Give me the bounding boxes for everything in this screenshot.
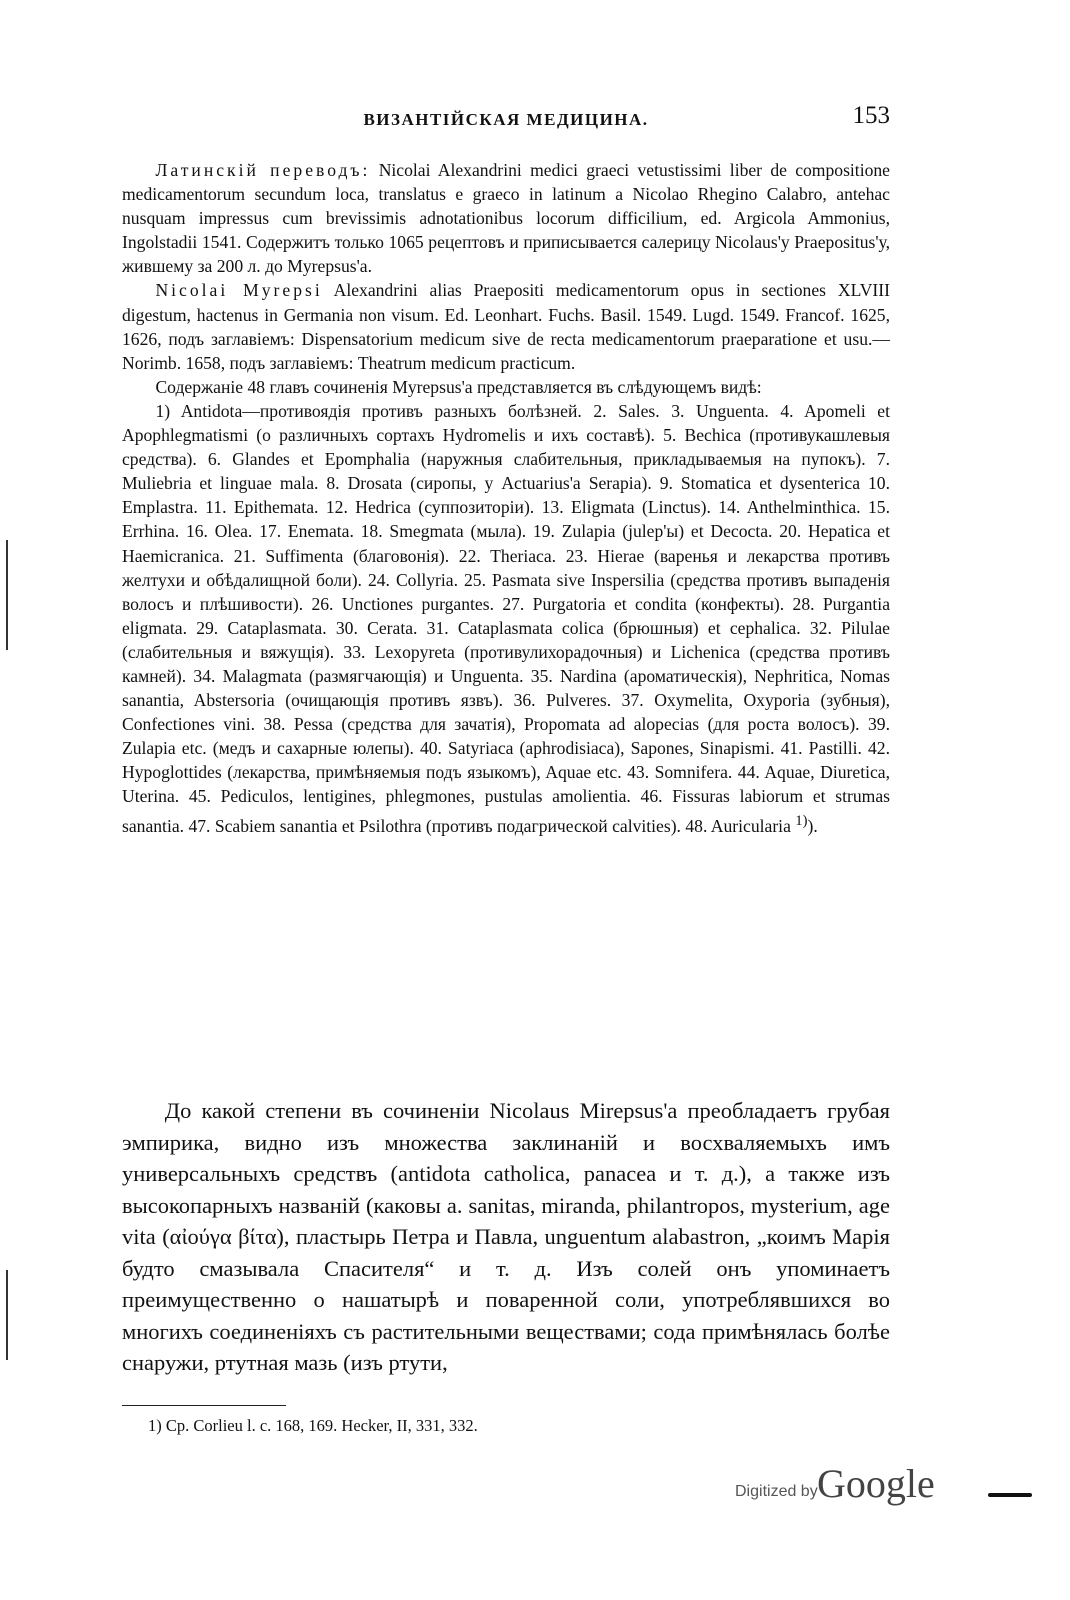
footnote-divider <box>122 1405 286 1406</box>
paragraph-text: Alexandrini alias Praepositi medicamentorum opus in sectiones XLVIII digestum, hactenus in Germania non visum. Ed. Leonhart. Fuchs. Basil. 1549. Lugd. 1549. Francof. 1625, 1626, подъ заглавіемъ: Dispensatorium medicum sive de recta medicamentorum praeparatione et usu.—Norimb. 1658, подъ заглавіемъ: Theatrum medicum practicum. <box>122 280 890 373</box>
watermark-dash <box>988 1493 1032 1497</box>
scan-margin-mark <box>6 540 8 650</box>
paragraph-contents-intro <box>122 375 890 399</box>
paragraph-text: Содержаніе 48 главъ сочиненія Myrepsus'а представляется въ слѣдующемъ видѣ: <box>155 376 762 397</box>
small-print-section <box>122 158 890 837</box>
main-text-section <box>122 1095 890 1379</box>
footnote <box>148 1416 478 1436</box>
google-logo: Google <box>817 1461 935 1506</box>
page-number: 153 <box>852 102 890 129</box>
footnote-text: Cp. Corlieu l. c. 168, 169. Hecker, II, 331, 332. <box>165 1416 478 1435</box>
footnote-reference: 1) <box>795 812 808 829</box>
scan-margin-mark <box>6 1270 8 1360</box>
paragraph-chapter-list: 1) Antidota—противоядія противъ разныхъ болѣзней. 2. Sales. 3. Unguenta. 4. Apomeli et Apophlegmatismi (о различныхъ сортахъ Hydromelis и ихъ составѣ). 5. Bechica (противукашлевыя средства). 6. Glandes et Epomphalia (наружныя слабительныя, прикладываемыя на пупокъ). 7. Muliebria et linguae mala. 8. Drosata (сиропы, у Actuarius'а Serapia). 9. Stomatica et dysenterica 10. Emplastra. 11. Epithemata. 12. Hedrica (суппозиторіи). 13. Eligmata (Linctus). 14. Anthelminthica. 15. Errhina. 16. Olea. 17. Enemata. 18. Smegmata (мыла). 19. Zulapia (julep'ы) et Decocta. 20. Hepatica et Haemicranica. 21. Suffimenta (благовонія). 22. Theriaca. 23. Hierae (варенья и лекарства противъ желтухи и обѣдалищной боли). 24. Collyria. 25. Pasmata sive Inspersilia (средства противъ выпаденія волосъ и плѣшивости). 26. Unctiones purgantes. 27. Purgatoria et condita (конфекты). 28. Purgantia eligmata. 29. Cataplasmata. 30. Cerata. 31. Cataplasmata colica (брюшныя) et cephalica. 32. Pilulae (слабительныя и вяжущія). 33. Lexopyreta (противулихорадочныя) и Licheniса (средства противъ камней). 34. Malagmata (размягчающія) и Unguenta. 35. Nardina (ароматическія), Nephritica, Nomas sanantia, Abstersoria (очищающія противъ язвъ). 36. Pulveres. 37. Oxymelita, Oxyporia (зубныя), Confectiones vini. 38. Pessa (средства для зачатія), Propomata ad alopecias (для роста волосъ). 39. Zulapia etc. (медъ и сахарные юлепы). 40. Satyriaca (aphrodisiaca), Sapones, Sinapismi. 41. Pastilli. 42. Hypoglottides (лекарства, примѣняемыя подъ языкомъ), Aquae etc. 43. Somnifera. 44. Aquae, Diuretica, Uterina. 45. Pediculos, lentigines, phlegmones, pustulas amolientia. 46. Fissuras labiorum et strumas sanantia. 47. Scabiem sanantia et Psilothra (противъ подагрической calvities). 48. Auricularia $^{1)}$). <box>122 400 890 836</box>
footnote-mark: 1) <box>148 1416 162 1435</box>
running-title: ВИЗАНТІЙСКАЯ МЕДИЦИНА. <box>363 110 649 129</box>
paragraph-lead: Nicolai Myrepsi <box>155 280 323 301</box>
digitization-watermark <box>735 1460 1025 1520</box>
paragraph-latin-translation <box>122 158 890 278</box>
paragraph-text: Nicolai Alexandrini medici graeci vetustissimi liber de compositione medicamentorum secundum loca, translatus e graeco in latinum a Nicolao Rhegino Calabro, antehac nusquam impressus cum brevissimis adnotationibus locorum difficilium, ed. Argicola Ammonius, Ingolstadii 1541. Содержитъ только 1065 рецептовъ и приписывается салерицу Nicolaus'у Praepositus'у, жившему за 200 л. до Myrepsus'а. <box>122 160 890 277</box>
paragraph-myrepsi-editions <box>122 278 890 374</box>
chapter-list-text: 1) Antidota—противоядія противъ разныхъ болѣзней. 2. Sales. 3. Unguenta. 4. Apomeli et Apophlegmatismi (о различныхъ сортахъ Hydromelis и ихъ составѣ). 5. Bechica (противукашлевыя средства). 6. Glandes et Epomphalia (наружныя слабительныя, прикладываемыя на пупокъ). 7. Muliebria et linguae mala. 8. Drosata (сиропы, у Actuarius'а Serapia). 9. Stomatica et dysenterica 10. Emplastra. 11. Epithemata. 12. Hedrica (суппозиторіи). 13. Eligmata (Linctus). 14. Anthelminthica. 15. Errhina. 16. Olea. 17. Enemata. 18. Smegmata (мыла). 19. Zulapia (julep'ы) et Decocta. 20. Hepatica et Haemicranica. 21. Suffimenta (благовонія). 22. Theriaca. 23. Hierae (варенья и лекарства противъ желтухи и обѣдалищной боли). 24. Collyria. 25. Pasmata sive Inspersilia (средства противъ выпаденія волосъ и плѣшивости). 26. Unctiones purgantes. 27. Purgatoria et condita (конфекты). 28. Purgantia eligmata. 29. Cataplasmata. 30. Cerata. 31. Cataplasmata colica (брюшныя) et cephalica. 32. Pilulae (слабительныя и вяжущія). 33. Lexopyreta (противулихорадочныя) и Licheniса (средства противъ камней). 34. Malagmata (размягчающія) и Unguenta. 35. Nardina (ароматическія), Nephritica, Nomas sanantia, Abstersoria (очищающія противъ язвъ). 36. Pulveres. 37. Oxymelita, Oxyporia (зубныя), Confectiones vini. 38. Pessa (средства для зачатія), Propomata ad alopecias (для роста волосъ). 39. Zulapia etc. (медъ и сахарные юлепы). 40. Satyriaca (aphrodisiaca), Sapones, Sinapismi. 41. Pastilli. 42. Hypoglottides (лекарства, примѣняемыя подъ языкомъ), Aquae etc. 43. Somnifera. 44. Aquae, Diuretica, Uterina. 45. Pediculos, lentigines, phlegmones, pustulas amolientia. 46. Fissuras labiorum et strumas sanantia. 47. Scabiem sanantia et Psilothra (противъ подагрической calvities). 48. Auricularia <box>122 400 890 836</box>
paragraph-main: До какой степени въ сочиненіи Nicolaus Mirepsus'а преобладаетъ грубая эмпирика, видно изъ множества заклинаній и восхваляемыхъ имъ универсальныхъ средствъ (antidota catholica, panacea и т. д.), а также изъ высокопарныхъ названій (каковы a. sanitas, miranda, philantropos, mysterium, age vita (αἰούγα βίτα), пластырь Петра и Павла, unguentum alabastron, „коимъ Марія будто смазывала Спасителя“ и т. д. Изъ солей онъ упоминаетъ преимущественно о нашатырѣ и поваренной соли, употреблявшихся во многихъ соединеніяхъ съ растительными веществами; сода примѣнялась болѣе снаружи, ртутная мазь (изъ ртути, <box>122 1098 890 1375</box>
running-header <box>122 100 890 140</box>
digitized-by-label: Digitized by <box>735 1483 818 1500</box>
paragraph-lead: Латинскій переводъ: <box>155 160 371 180</box>
